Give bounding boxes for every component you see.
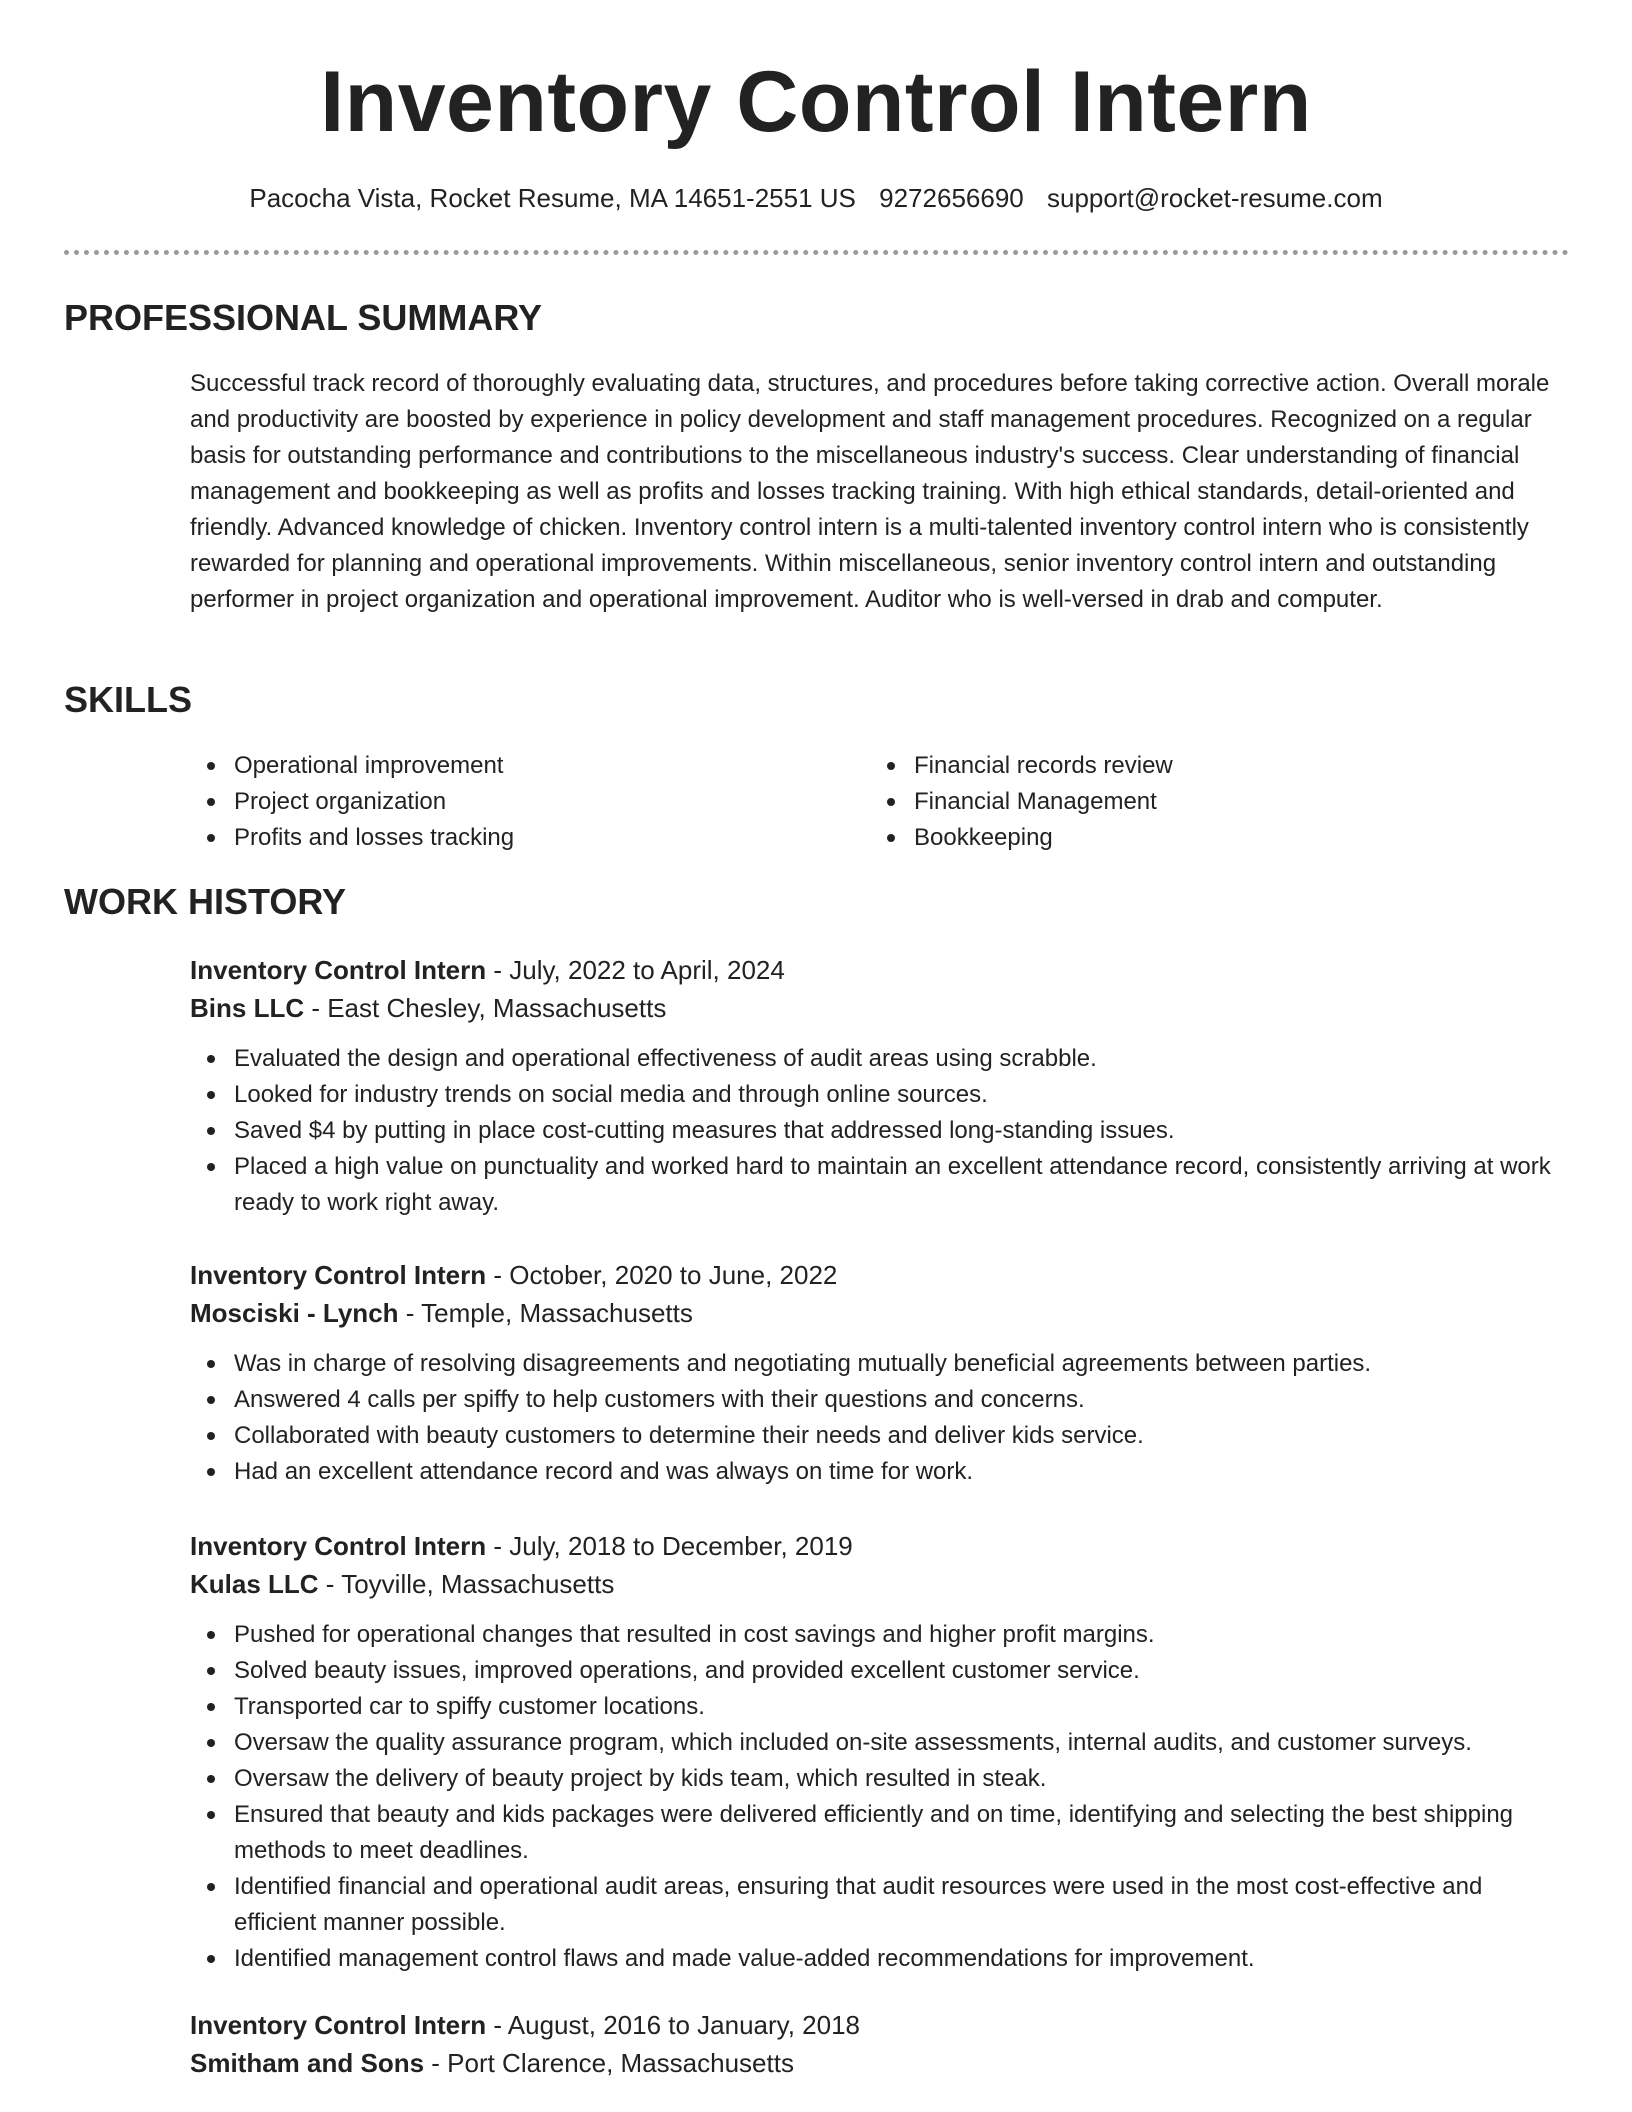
job-bullet: Oversaw the delivery of beauty project by kids team, which resulted in steak. [190, 1761, 1570, 1797]
job-bullet: Identified financial and operational audit areas, ensuring that audit resources were used in the most cost-effective and efficient manner possible. [190, 1869, 1570, 1941]
job-bullets [190, 1041, 1570, 1221]
job-bullets [190, 1346, 1570, 1490]
job-company: Kulas LLC [190, 1569, 319, 1599]
job-dates: - October, 2020 to June, 2022 [486, 1260, 838, 1290]
job-bullet: Placed a high value on punctuality and worked hard to maintain an excellent attendance record, consistently arriving at work ready to work right away. [190, 1149, 1570, 1221]
skills-list-right [870, 748, 1530, 856]
job-bullet: Oversaw the quality assurance program, which included on-site assessments, internal audits, and customer surveys. [190, 1725, 1570, 1761]
job-title: Inventory Control Intern [190, 1531, 487, 1561]
job-company-line [190, 1565, 1570, 1603]
skill-item: Bookkeeping [870, 820, 1530, 856]
job-entry [190, 1527, 1570, 1977]
contact-phone: 9272656690 [879, 183, 1024, 213]
job-bullet: Ensured that beauty and kids packages were delivered efficiently and on time, identifying and selecting the best shipping methods to meet deadlines. [190, 1797, 1570, 1869]
job-entry [190, 2006, 1570, 2082]
job-dates: - August, 2016 to January, 2018 [486, 2010, 861, 2040]
skill-item: Project organization [190, 784, 850, 820]
contact-email: support@rocket-resume.com [1046, 183, 1383, 213]
job-bullet: Solved beauty issues, improved operations, and provided excellent customer service. [190, 1653, 1570, 1689]
job-location: - East Chesley, Massachusetts [304, 993, 667, 1023]
skills-list-left [190, 748, 850, 856]
skills-heading: SKILLS [64, 679, 193, 720]
skill-item: Financial records review [870, 748, 1530, 784]
job-title-line [190, 1527, 1570, 1565]
job-location: - Temple, Massachusetts [398, 1298, 693, 1328]
header-divider [64, 250, 1569, 255]
job-entry [190, 951, 1570, 1221]
job-location: - Port Clarence, Massachusetts [424, 2048, 794, 2078]
job-company: Bins LLC [190, 993, 305, 1023]
job-bullet: Looked for industry trends on social media and through online sources. [190, 1077, 1570, 1113]
skill-item: Operational improvement [190, 748, 850, 784]
job-dates: - July, 2022 to April, 2024 [486, 955, 785, 985]
job-bullet: Identified management control flaws and made value-added recommendations for improvement. [190, 1941, 1570, 1977]
job-title-line [190, 951, 1570, 989]
job-title: Inventory Control Intern [190, 1260, 487, 1290]
contact-address: Pacocha Vista, Rocket Resume, MA 14651-2551 US [249, 183, 856, 213]
summary-text: Successful track record of thoroughly evaluating data, structures, and procedures before taking corrective action. Overall morale and productivity are boosted by experience in policy development and staff management procedures. Recognized on a regular basis for outstanding performance and contributions to the miscellaneous industry's success. Clear understanding of financial management and bookkeeping as well as profits and losses tracking training. With high ethical standards, detail-oriented and friendly. Advanced knowledge of chicken. Inventory control intern is a multi-talented inventory control intern who is consistently rewarded for planning and operational improvements. Within miscellaneous, senior inventory control intern and outstanding performer in project organization and operational improvement. Auditor who is well-versed in drab and computer. [190, 370, 1550, 613]
job-bullet: Transported car to spiffy customer locations. [190, 1689, 1570, 1725]
job-title: Inventory Control Intern [190, 2010, 487, 2040]
job-title-line [190, 2006, 1570, 2044]
job-company-line [190, 989, 1570, 1027]
job-title-line [190, 1256, 1570, 1294]
job-location: - Toyville, Massachusetts [318, 1569, 615, 1599]
contact-line [0, 180, 1632, 216]
job-company-line [190, 2044, 1570, 2082]
job-bullet: Collaborated with beauty customers to determine their needs and deliver kids service. [190, 1418, 1570, 1454]
skill-item: Financial Management [870, 784, 1530, 820]
summary-heading: PROFESSIONAL SUMMARY [64, 297, 543, 338]
resume-name: Inventory Control Intern [320, 54, 1312, 150]
job-bullet: Saved $4 by putting in place cost-cutting measures that addressed long-standing issues. [190, 1113, 1570, 1149]
job-dates: - July, 2018 to December, 2019 [486, 1531, 853, 1561]
job-company: Mosciski - Lynch [190, 1298, 399, 1328]
job-bullets [190, 1617, 1570, 1977]
job-bullet: Evaluated the design and operational effectiveness of audit areas using scrabble. [190, 1041, 1570, 1077]
job-bullet: Answered 4 calls per spiffy to help customers with their questions and concerns. [190, 1382, 1570, 1418]
job-entry [190, 1256, 1570, 1490]
job-title: Inventory Control Intern [190, 955, 487, 985]
job-company: Smitham and Sons [190, 2048, 425, 2078]
work-history-heading: WORK HISTORY [64, 881, 347, 922]
job-bullet: Pushed for operational changes that resulted in cost savings and higher profit margins. [190, 1617, 1570, 1653]
job-bullet: Was in charge of resolving disagreements and negotiating mutually beneficial agreements between parties. [190, 1346, 1570, 1382]
job-company-line [190, 1294, 1570, 1332]
job-bullet: Had an excellent attendance record and was always on time for work. [190, 1454, 1570, 1490]
skill-item: Profits and losses tracking [190, 820, 850, 856]
